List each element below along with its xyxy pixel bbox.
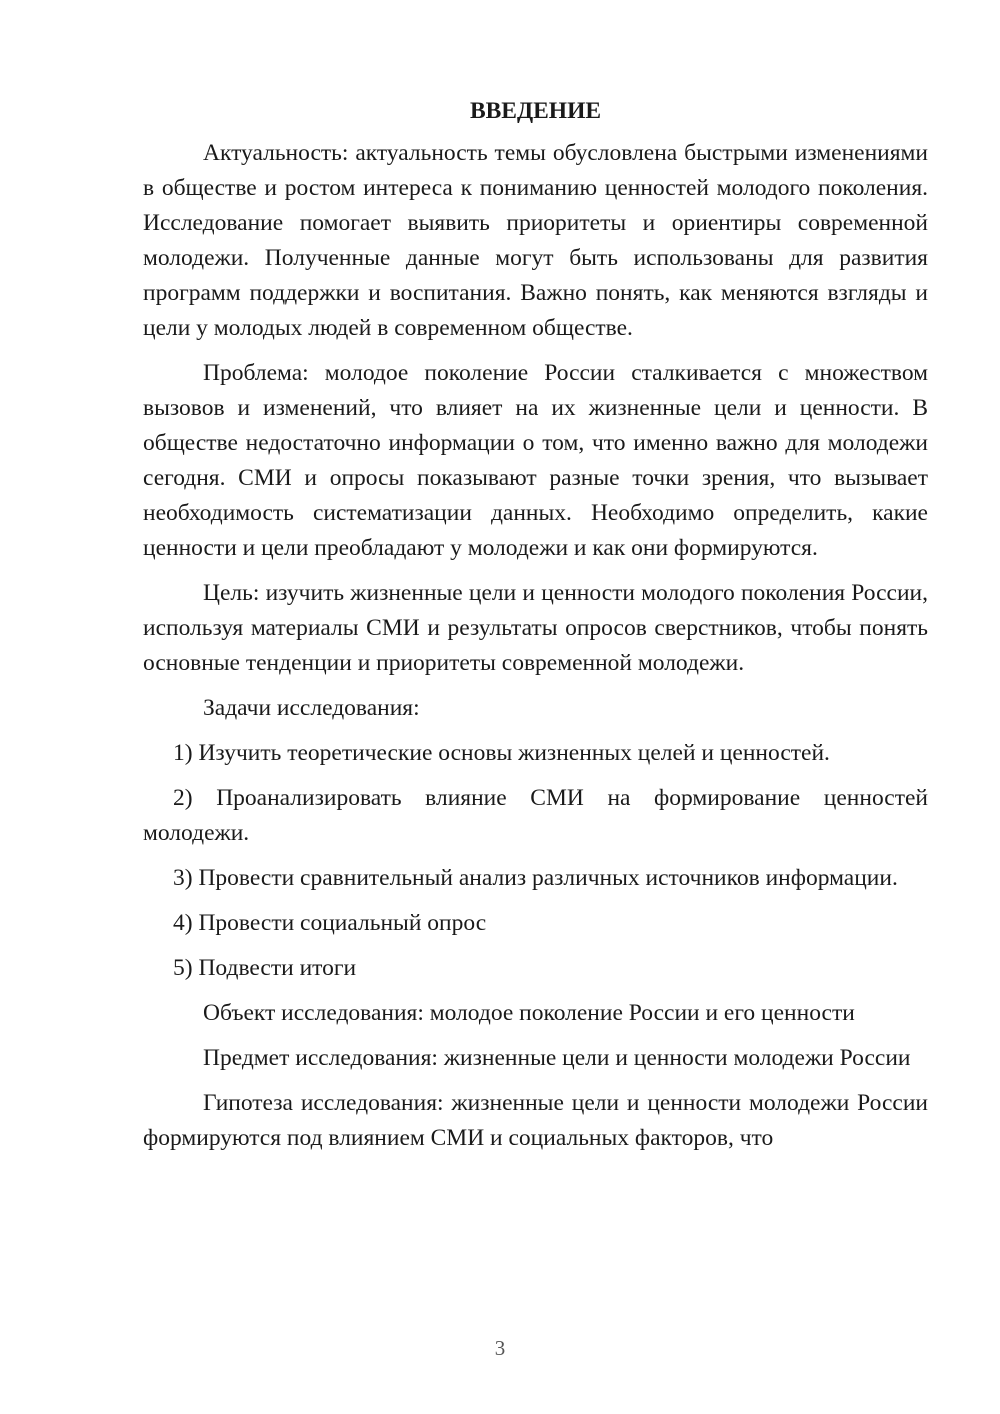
- task-item-3: 3) Провести сравнительный анализ различных источников информации.: [173, 865, 898, 891]
- task-item-1: 1) Изучить теоретические основы жизненных целей и ценностей.: [173, 740, 830, 766]
- paragraph-object: Объект исследования: молодое поколение России и его ценности: [203, 1000, 855, 1026]
- paragraph-goal: Цель: изучить жизненные цели и ценности молодого поколения России, используя материалы СМИ и результаты опросов сверстников, чтобы понять основные тенденции и приоритеты современной молодежи.: [143, 580, 928, 676]
- task-item-5: 5) Подвести итоги: [173, 955, 357, 981]
- paragraph-hypothesis: Гипотеза исследования: жизненные цели и ценности молодежи России формируются под влиянием СМИ и социальных факторов, что: [143, 1090, 928, 1151]
- section-title: ВВЕДЕНИЕ: [469, 98, 602, 124]
- page-number: 3: [494, 1336, 506, 1360]
- paragraph-subject: Предмет исследования: жизненные цели и ценности молодежи России: [203, 1045, 911, 1071]
- task-item-2: 2) Проанализировать влияние СМИ на формирование ценностей молодежи.: [143, 785, 928, 846]
- paragraph-problem: Проблема: молодое поколение России сталкивается с множеством вызовов и изменений, что влияет на их жизненные цели и ценности. В обществе недостаточно информации о том, что именно важно для молодежи сегодня. СМИ и опросы показывают разные точки зрения, что вызывает необходимость систематизации данных. Необходимо определить, какие ценности и цели преобладают у молодежи и как они формируются.: [143, 360, 928, 561]
- tasks-heading: Задачи исследования:: [203, 695, 420, 721]
- page-content: [143, 95, 928, 1166]
- task-item-4: 4) Провести социальный опрос: [173, 910, 487, 936]
- paragraph-relevance: Актуальность: актуальность темы обусловлена быстрыми изменениями в обществе и ростом интереса к пониманию ценностей молодого поколения. Исследование помогает выявить приоритеты и ориентиры современной молодежи. Полученные данные могут быть использованы для развития программ поддержки и воспитания. Важно понять, как меняются взгляды и цели у молодых людей в современном обществе.: [143, 140, 928, 341]
